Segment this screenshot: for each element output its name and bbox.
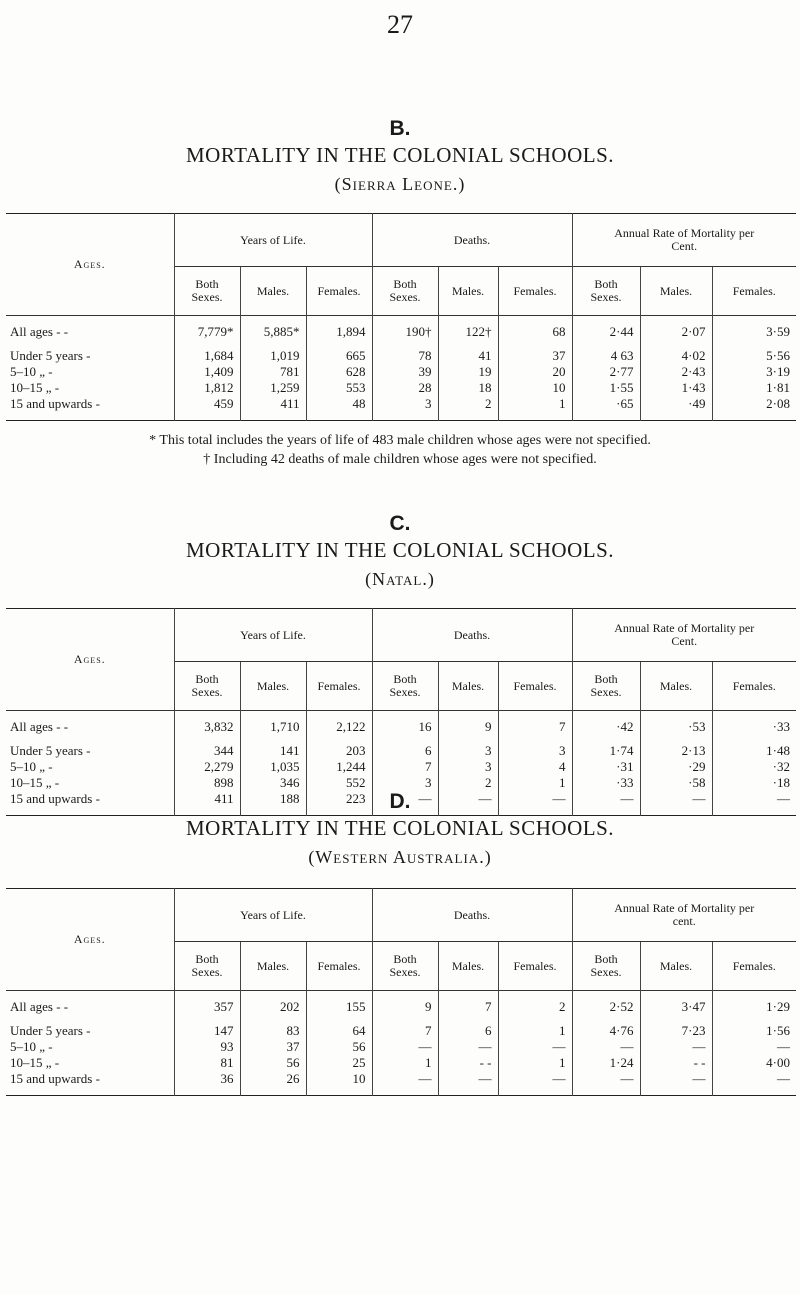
males-header: Males. bbox=[240, 662, 306, 711]
value-cell: 1·56 bbox=[712, 1023, 796, 1039]
age-cell: 5–10 „ - bbox=[10, 1039, 53, 1054]
value-cell: 1 bbox=[372, 1055, 438, 1071]
value-cell: 2·52 bbox=[572, 999, 640, 1015]
females-header: Females. bbox=[712, 942, 796, 991]
value-cell: — bbox=[372, 1039, 438, 1055]
value-cell: 1,684 bbox=[174, 348, 240, 364]
both-sexes-header: Both Sexes. bbox=[572, 662, 640, 711]
value-cell: 1·24 bbox=[572, 1055, 640, 1071]
section-subtitle: (Natal.) bbox=[365, 569, 435, 589]
section-b-heading bbox=[0, 117, 800, 195]
value-cell: 553 bbox=[306, 380, 372, 396]
section-letter: D. bbox=[389, 790, 411, 813]
value-cell: 83 bbox=[240, 1023, 306, 1039]
value-cell: — bbox=[640, 1071, 712, 1087]
value-cell: — bbox=[372, 791, 438, 807]
deaths-header: Deaths. bbox=[372, 214, 572, 267]
value-cell: 41 bbox=[438, 348, 498, 364]
both-sexes-header: Both Sexes. bbox=[572, 942, 640, 991]
value-cell: 4 bbox=[498, 759, 572, 775]
section-d-heading bbox=[0, 790, 800, 868]
value-cell: 5·56 bbox=[712, 348, 796, 364]
value-cell: ·58 bbox=[640, 775, 712, 791]
ages-header: Ages. bbox=[73, 652, 106, 666]
value-cell: 141 bbox=[240, 743, 306, 759]
age-cell: 15 and upwards - bbox=[10, 1071, 100, 1086]
value-cell: 2·77 bbox=[572, 364, 640, 380]
value-cell: 56 bbox=[240, 1055, 306, 1071]
value-cell: 7 bbox=[438, 999, 498, 1015]
males-header: Males. bbox=[640, 662, 712, 711]
value-cell: 78 bbox=[372, 348, 438, 364]
females-header: Females. bbox=[712, 662, 796, 711]
value-cell: 9 bbox=[372, 999, 438, 1015]
value-cell: 411 bbox=[174, 791, 240, 807]
value-cell: ·29 bbox=[640, 759, 712, 775]
value-cell: 188 bbox=[240, 791, 306, 807]
value-cell: 36 bbox=[174, 1071, 240, 1087]
value-cell: 147 bbox=[174, 1023, 240, 1039]
value-cell: 5,885* bbox=[240, 324, 306, 340]
section-title: MORTALITY IN THE COLONIAL SCHOOLS. bbox=[185, 816, 614, 840]
ages-header: Ages. bbox=[73, 932, 106, 946]
years-of-life-header: Years of Life. bbox=[174, 609, 372, 662]
value-cell: 1·74 bbox=[572, 743, 640, 759]
mortality-table-sierra-leone bbox=[6, 213, 796, 421]
mortality-table-natal bbox=[6, 608, 796, 816]
value-cell: 81 bbox=[174, 1055, 240, 1071]
value-cell: 2·43 bbox=[640, 364, 712, 380]
value-cell: 16 bbox=[372, 719, 438, 735]
value-cell: 10 bbox=[306, 1071, 372, 1087]
males-header: Males. bbox=[240, 942, 306, 991]
value-cell: 2 bbox=[438, 396, 498, 412]
value-cell: 7 bbox=[372, 759, 438, 775]
value-cell: 2·08 bbox=[712, 396, 796, 412]
table-row bbox=[6, 719, 796, 735]
value-cell: 4·02 bbox=[640, 348, 712, 364]
table-row bbox=[6, 324, 796, 340]
value-cell: 781 bbox=[240, 364, 306, 380]
males-header: Males. bbox=[438, 267, 498, 316]
value-cell: ·42 bbox=[572, 719, 640, 735]
value-cell: 346 bbox=[240, 775, 306, 791]
value-cell: 37 bbox=[498, 348, 572, 364]
value-cell: 1·55 bbox=[572, 380, 640, 396]
annual-rate-header: Annual Rate of Mortality per Cent. bbox=[572, 609, 796, 662]
value-cell: 2·44 bbox=[572, 324, 640, 340]
value-cell: 1,710 bbox=[240, 719, 306, 735]
age-cell: 5–10 „ - bbox=[10, 364, 53, 379]
value-cell: 3 bbox=[372, 775, 438, 791]
value-cell: ·65 bbox=[572, 396, 640, 412]
value-cell: — bbox=[372, 1071, 438, 1087]
footnote-dagger: † Including 42 deaths of male children whose ages were not specified. bbox=[203, 452, 597, 467]
age-cell: 10–15 „ - bbox=[10, 775, 60, 790]
age-cell: 5–10 „ - bbox=[10, 759, 53, 774]
value-cell: 898 bbox=[174, 775, 240, 791]
age-cell: Under 5 years - bbox=[10, 348, 91, 363]
value-cell: 64 bbox=[306, 1023, 372, 1039]
age-cell: All ages - - bbox=[10, 999, 69, 1014]
males-header: Males. bbox=[640, 267, 712, 316]
value-cell: 1 bbox=[498, 775, 572, 791]
value-cell: - - bbox=[640, 1055, 712, 1071]
value-cell: 1·29 bbox=[712, 999, 796, 1015]
years-of-life-header: Years of Life. bbox=[174, 214, 372, 267]
section-c-heading bbox=[0, 512, 800, 590]
value-cell: 3 bbox=[498, 743, 572, 759]
value-cell: — bbox=[572, 1039, 640, 1055]
value-cell: 28 bbox=[372, 380, 438, 396]
table-row bbox=[6, 999, 796, 1015]
females-header: Females. bbox=[498, 942, 572, 991]
table-row bbox=[6, 759, 796, 775]
value-cell: 7·23 bbox=[640, 1023, 712, 1039]
value-cell: 3·47 bbox=[640, 999, 712, 1015]
annual-rate-header: Annual Rate of Mortality per cent. bbox=[572, 889, 796, 942]
value-cell: 1,035 bbox=[240, 759, 306, 775]
value-cell: 122† bbox=[438, 324, 498, 340]
section-letter: B. bbox=[389, 117, 411, 140]
value-cell: 155 bbox=[306, 999, 372, 1015]
value-cell: 37 bbox=[240, 1039, 306, 1055]
value-cell: 4·00 bbox=[712, 1055, 796, 1071]
value-cell: 20 bbox=[498, 364, 572, 380]
value-cell: ·31 bbox=[572, 759, 640, 775]
value-cell: 3·59 bbox=[712, 324, 796, 340]
section-title: MORTALITY IN THE COLONIAL SCHOOLS. bbox=[185, 143, 614, 167]
value-cell: 7 bbox=[372, 1023, 438, 1039]
deaths-header: Deaths. bbox=[372, 889, 572, 942]
table-row bbox=[6, 1023, 796, 1039]
table-row bbox=[6, 348, 796, 364]
value-cell: 1 bbox=[498, 1023, 572, 1039]
value-cell: 1·81 bbox=[712, 380, 796, 396]
value-cell: 4 63 bbox=[572, 348, 640, 364]
value-cell: 1,244 bbox=[306, 759, 372, 775]
value-cell: 9 bbox=[438, 719, 498, 735]
value-cell: 7 bbox=[498, 719, 572, 735]
age-cell: 15 and upwards - bbox=[10, 396, 100, 411]
value-cell: 357 bbox=[174, 999, 240, 1015]
value-cell: 93 bbox=[174, 1039, 240, 1055]
value-cell: ·32 bbox=[712, 759, 796, 775]
females-header: Females. bbox=[498, 267, 572, 316]
value-cell: 3,832 bbox=[174, 719, 240, 735]
value-cell: - - bbox=[438, 1055, 498, 1071]
males-header: Males. bbox=[240, 267, 306, 316]
females-header: Females. bbox=[306, 267, 372, 316]
value-cell: — bbox=[640, 791, 712, 807]
females-header: Females. bbox=[306, 942, 372, 991]
males-header: Males. bbox=[438, 942, 498, 991]
page-number: 27 bbox=[387, 10, 413, 39]
value-cell: — bbox=[640, 1039, 712, 1055]
value-cell: 48 bbox=[306, 396, 372, 412]
deaths-header: Deaths. bbox=[372, 609, 572, 662]
value-cell: 2·07 bbox=[640, 324, 712, 340]
value-cell: 6 bbox=[438, 1023, 498, 1039]
value-cell: — bbox=[712, 1071, 796, 1087]
value-cell: 1·43 bbox=[640, 380, 712, 396]
ages-header: Ages. bbox=[73, 257, 106, 271]
value-cell: 459 bbox=[174, 396, 240, 412]
both-sexes-header: Both Sexes. bbox=[174, 267, 240, 316]
value-cell: 2,122 bbox=[306, 719, 372, 735]
value-cell: 202 bbox=[240, 999, 306, 1015]
value-cell: 2 bbox=[438, 775, 498, 791]
value-cell: — bbox=[438, 791, 498, 807]
value-cell: 1·48 bbox=[712, 743, 796, 759]
age-cell: 15 and upwards - bbox=[10, 791, 100, 806]
table-row bbox=[6, 1055, 796, 1071]
value-cell: 1,019 bbox=[240, 348, 306, 364]
females-header: Females. bbox=[712, 267, 796, 316]
both-sexes-header: Both Sexes. bbox=[372, 942, 438, 991]
value-cell: — bbox=[438, 1039, 498, 1055]
value-cell: 1 bbox=[498, 396, 572, 412]
value-cell: 2,279 bbox=[174, 759, 240, 775]
value-cell: 4·76 bbox=[572, 1023, 640, 1039]
females-header: Females. bbox=[306, 662, 372, 711]
section-title: MORTALITY IN THE COLONIAL SCHOOLS. bbox=[185, 538, 614, 562]
value-cell: ·53 bbox=[640, 719, 712, 735]
section-subtitle: (Western Australia.) bbox=[308, 847, 492, 867]
males-header: Males. bbox=[438, 662, 498, 711]
footnote-asterisk: * This total includes the years of life of 483 male children whose ages were not specified. bbox=[149, 433, 651, 448]
value-cell: 203 bbox=[306, 743, 372, 759]
value-cell: 411 bbox=[240, 396, 306, 412]
table-row bbox=[6, 364, 796, 380]
value-cell: 665 bbox=[306, 348, 372, 364]
table-row bbox=[6, 1071, 796, 1087]
table-row bbox=[6, 1039, 796, 1055]
value-cell: ·33 bbox=[712, 719, 796, 735]
value-cell: 3 bbox=[438, 759, 498, 775]
value-cell: 6 bbox=[372, 743, 438, 759]
value-cell: 2·13 bbox=[640, 743, 712, 759]
value-cell: 344 bbox=[174, 743, 240, 759]
value-cell: 68 bbox=[498, 324, 572, 340]
value-cell: — bbox=[712, 791, 796, 807]
years-of-life-header: Years of Life. bbox=[174, 889, 372, 942]
value-cell: 223 bbox=[306, 791, 372, 807]
value-cell: 56 bbox=[306, 1039, 372, 1055]
value-cell: 1,812 bbox=[174, 380, 240, 396]
value-cell: — bbox=[498, 1039, 572, 1055]
section-subtitle: (Sierra Leone.) bbox=[334, 174, 466, 194]
value-cell: 1,894 bbox=[306, 324, 372, 340]
value-cell: 190† bbox=[372, 324, 438, 340]
both-sexes-header: Both Sexes. bbox=[174, 942, 240, 991]
table-row bbox=[6, 396, 796, 412]
value-cell: 10 bbox=[498, 380, 572, 396]
age-cell: All ages - - bbox=[10, 324, 69, 339]
age-cell: 10–15 „ - bbox=[10, 380, 60, 395]
value-cell: 1,259 bbox=[240, 380, 306, 396]
value-cell: 628 bbox=[306, 364, 372, 380]
section-letter: C. bbox=[389, 512, 411, 535]
table-row bbox=[6, 743, 796, 759]
both-sexes-header: Both Sexes. bbox=[572, 267, 640, 316]
value-cell: — bbox=[498, 791, 572, 807]
value-cell: ·33 bbox=[572, 775, 640, 791]
age-cell: Under 5 years - bbox=[10, 743, 91, 758]
age-cell: Under 5 years - bbox=[10, 1023, 91, 1038]
value-cell: — bbox=[712, 1039, 796, 1055]
value-cell: — bbox=[572, 791, 640, 807]
value-cell: 552 bbox=[306, 775, 372, 791]
value-cell: 7,779* bbox=[174, 324, 240, 340]
value-cell: — bbox=[438, 1071, 498, 1087]
value-cell: 19 bbox=[438, 364, 498, 380]
value-cell: 3 bbox=[372, 396, 438, 412]
age-cell: 10–15 „ - bbox=[10, 1055, 60, 1070]
value-cell: 1 bbox=[498, 1055, 572, 1071]
value-cell: 2 bbox=[498, 999, 572, 1015]
males-header: Males. bbox=[640, 942, 712, 991]
value-cell: 39 bbox=[372, 364, 438, 380]
value-cell: ·49 bbox=[640, 396, 712, 412]
mortality-table-western-australia bbox=[6, 888, 796, 1096]
both-sexes-header: Both Sexes. bbox=[174, 662, 240, 711]
females-header: Females. bbox=[498, 662, 572, 711]
both-sexes-header: Both Sexes. bbox=[372, 267, 438, 316]
value-cell: 1,409 bbox=[174, 364, 240, 380]
table-row bbox=[6, 380, 796, 396]
value-cell: 3·19 bbox=[712, 364, 796, 380]
table-row bbox=[6, 775, 796, 791]
value-cell: ·18 bbox=[712, 775, 796, 791]
value-cell: — bbox=[498, 1071, 572, 1087]
age-cell: All ages - - bbox=[10, 719, 69, 734]
value-cell: — bbox=[572, 1071, 640, 1087]
value-cell: 26 bbox=[240, 1071, 306, 1087]
annual-rate-header: Annual Rate of Mortality per Cent. bbox=[572, 214, 796, 267]
both-sexes-header: Both Sexes. bbox=[372, 662, 438, 711]
value-cell: 3 bbox=[438, 743, 498, 759]
value-cell: 25 bbox=[306, 1055, 372, 1071]
value-cell: 18 bbox=[438, 380, 498, 396]
